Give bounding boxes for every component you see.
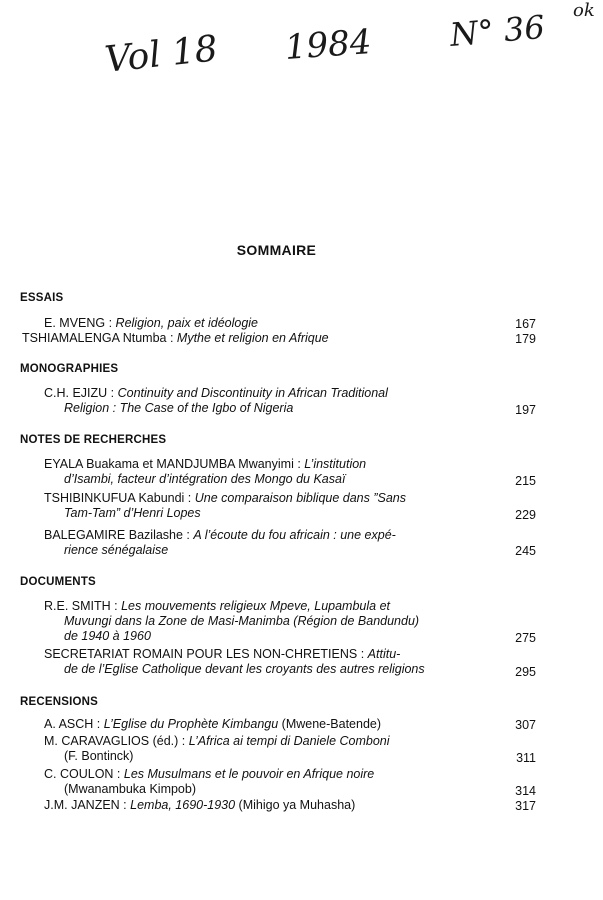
entry-author: R.E. SMITH : <box>44 599 122 613</box>
entry-title-line2: Religion : The Case of the Igbo of Nigeria <box>64 401 294 415</box>
entry-eyala <box>44 457 464 487</box>
page-title: SOMMAIRE <box>236 242 317 258</box>
entry-title: L’Africa ai tempi di Daniele Comboni <box>188 734 390 748</box>
handwritten-year: 1984 <box>283 22 373 68</box>
entry-ejizu <box>44 386 464 416</box>
page-number: 167 <box>515 317 536 331</box>
entry-title-line1: Une comparaison biblique dans ”Sans <box>194 491 407 505</box>
entry-smith <box>44 599 464 644</box>
entry-title-line2: d’Isambi, facteur d’intégration des Mongo du Kasaï <box>64 472 346 486</box>
page-number: 229 <box>515 508 536 522</box>
page-number: 215 <box>515 474 536 488</box>
page-number: 179 <box>515 332 536 346</box>
page-number: 314 <box>515 784 536 798</box>
entry-title-line2: Muvungi dans la Zone de Masi-Manimba (Région de Bandundu) <box>64 614 420 628</box>
page-number: 275 <box>515 631 536 645</box>
entry-title-line2: Tam-Tam” d’Henri Lopes <box>64 506 201 520</box>
handwritten-ok-mark: ok <box>573 0 595 21</box>
section-monographies: MONOGRAPHIES <box>20 363 119 375</box>
entry-title: L’Eglise du Prophète Kimbangu <box>103 717 279 731</box>
entry-title-line3: de 1940 à 1960 <box>64 629 151 643</box>
entry-reviewer: (Mwene-Batende) <box>278 717 382 731</box>
entry-author: SECRETARIAT ROMAIN POUR LES NON-CHRETIENS : <box>44 647 368 661</box>
entry-janzen <box>44 798 464 813</box>
page-number: 295 <box>515 665 536 679</box>
section-recensions: RECENSIONS <box>20 696 99 708</box>
entry-balegamire <box>44 528 464 558</box>
entry-author: A. ASCH : <box>44 717 104 731</box>
page-number: 317 <box>515 799 536 813</box>
entry-author: EYALA Buakama et MANDJUMBA Mwanyimi : <box>44 457 305 471</box>
entry-reviewer: (F. Bontinck) <box>64 749 134 763</box>
page-number: 307 <box>515 718 536 732</box>
entry-title-line1: Les mouvements religieux Mpeve, Lupambula et <box>121 599 390 613</box>
entry-title: Mythe et religion en Afrique <box>176 331 329 345</box>
entry-author: J.M. JANZEN : <box>44 798 131 812</box>
entry-author: E. MVENG : <box>44 316 116 330</box>
entry-title-line1: Attitu- <box>367 647 401 661</box>
entry-title-line2: rience sénégalaise <box>64 543 169 557</box>
entry-asch <box>44 717 464 732</box>
entry-title: Religion, paix et idéologie <box>115 316 259 330</box>
entry-author: C. COULON : <box>44 767 124 781</box>
entry-mveng <box>44 316 464 331</box>
handwritten-volume: Vol 18 <box>102 28 220 81</box>
entry-title: Lemba, 1690-1930 <box>130 798 236 812</box>
section-notes-de-recherches: NOTES DE RECHERCHES <box>20 434 167 446</box>
entry-title-line2: de de l’Eglise Catholique devant les croyants des autres religions <box>64 662 425 676</box>
handwritten-issue-number: N° 36 <box>448 7 547 54</box>
entry-tshiamalenga <box>22 331 442 346</box>
entry-author: BALEGAMIRE Bazilashe : <box>44 528 194 542</box>
section-documents: DOCUMENTS <box>20 576 96 588</box>
section-essais: ESSAIS <box>20 292 64 304</box>
entry-title-line1: Continuity and Discontinuity in African Traditional <box>117 386 388 400</box>
entry-reviewer: (Mwanambuka Kimpob) <box>64 782 196 796</box>
entry-author: TSHIBINKUFUA Kabundi : <box>44 491 195 505</box>
entry-author: TSHIAMALENGA Ntumba : <box>22 331 177 345</box>
entry-secretariat <box>44 647 464 677</box>
page-number: 311 <box>516 751 536 765</box>
entry-author: M. CARAVAGLIOS (éd.) : <box>44 734 189 748</box>
entry-reviewer: (Mihigo ya Muhasha) <box>235 798 356 812</box>
entry-coulon <box>44 767 464 797</box>
entry-caravaglios <box>44 734 464 764</box>
page-number: 197 <box>515 403 536 417</box>
page-number: 245 <box>515 544 536 558</box>
entry-author: C.H. EJIZU : <box>44 386 118 400</box>
entry-title: Les Musulmans et le pouvoir en Afrique noire <box>123 767 375 781</box>
entry-title-line1: A l’écoute du fou africain : une expé- <box>193 528 396 542</box>
entry-tshibinkufua <box>44 491 464 521</box>
entry-title-line1: L’institution <box>304 457 367 471</box>
